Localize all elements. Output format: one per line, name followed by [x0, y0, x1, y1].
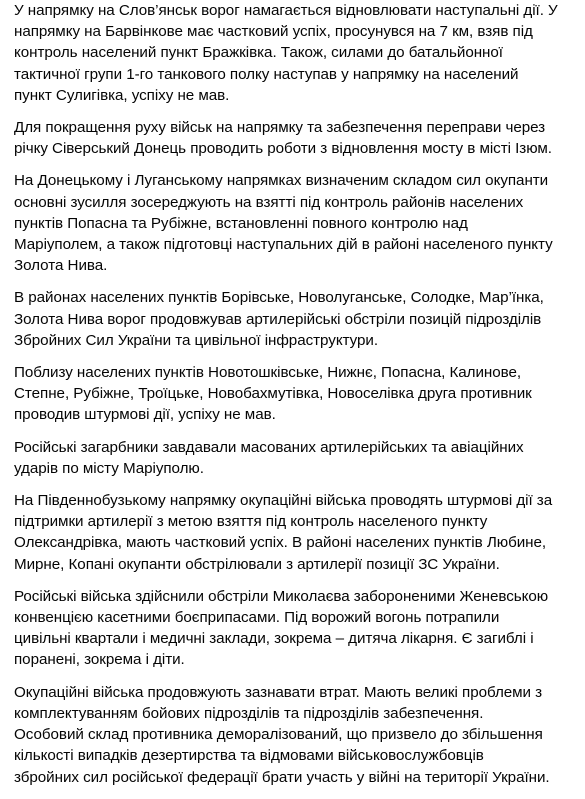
paragraph-southern-buh [14, 490, 580, 575]
text-line: цивільні квартали і медичні заклади, зокрема – дитяча лікарня. Є загиблі і [14, 630, 534, 648]
text-line: проводив штурмові дії, успіху не мав. [14, 406, 276, 424]
text-line: підтримки артилерії з метою взяття під контроль населеного пункту [14, 513, 488, 531]
text-line: річку Сіверський Донець проводить роботи з відновлення мосту в місті Ізюм. [14, 140, 552, 158]
text-line: Для покращення руху військ на напрямку та забезпечення переправи через [14, 119, 546, 137]
text-line: Російські загарбники завдавали масованих артилерійських та авіаційних [14, 438, 524, 456]
text-line: Олександрівка, мають частковий успіх. В районі населених пунктів Любине, [14, 534, 547, 552]
text-line: Особовий склад противника деморалізований, що призвело до збільшення [14, 726, 543, 744]
text-line: пунктів Попасна та Рубіжне, встановленні повного контролю над [14, 214, 468, 232]
paragraph-izium-bridge [14, 117, 580, 159]
paragraph-donetsk-luhansk [14, 170, 580, 276]
text-line: Золота Нива. [14, 257, 108, 275]
paragraph-mariupol-strikes [14, 437, 580, 479]
text-line: На Південнобузькому напрямку окупаційні війська проводять штурмові дії за [14, 492, 553, 510]
text-line: контроль населений пункт Бражківка. Також, силами до батальйонної [14, 44, 503, 62]
text-line: напрямку на Барвінкове має частковий успіх, просунувся на 7 км, взяв під [14, 23, 533, 41]
text-line: Окупаційні війська продовжують зазнавати втрат. Мають великі проблеми з [14, 683, 543, 701]
post-body [14, 0, 580, 799]
text-line: Поблизу населених пунктів Новотошківське, Нижнє, Попасна, Калинове, [14, 364, 522, 382]
paragraph-assault-actions [14, 362, 580, 426]
text-line: комплектуванням бойових підрозділів та підрозділів забезпечення. [14, 704, 484, 722]
text-line: В районах населених пунктів Борівське, Новолуганське, Солодке, Мар’їнка, [14, 289, 544, 307]
text-line: основні зусилля зосереджують на взятті під контроль районів населених [14, 193, 524, 211]
text-line: тактичної групи 1-го танкового полку наступав у напрямку на населений [14, 65, 519, 83]
text-line: Російські війська здійснили обстріли Миколаєва забороненими Женевською [14, 587, 549, 605]
text-line: Маріуполем, а також підготовці наступальних дій в районі населеного пункту [14, 236, 553, 254]
text-line: Степне, Рубіжне, Троїцьке, Новобахмутівка, Новоселівка друга противник [14, 385, 532, 403]
text-line: Золота Нива ворог продовжував артилерійські обстріли позицій підрозділів [14, 310, 542, 328]
paragraph-mykolaiv [14, 586, 580, 671]
text-line: пункт Сулигівка, успіху не мав. [14, 86, 230, 104]
text-line: ударів по місту Маріуполю. [14, 459, 204, 477]
text-line: поранені, зокрема і діти. [14, 651, 185, 669]
text-line: У напрямку на Слов’янськ ворог намагається відновлювати наступальні дії. У [14, 2, 558, 19]
text-line: конвенцією касетними боєприпасами. Під ворожий вогонь потрапили [14, 609, 500, 627]
text-line: На Донецькому і Луганському напрямках визначеним складом сил окупанти [14, 172, 549, 190]
paragraph-slovyansk [14, 0, 580, 106]
paragraph-enemy-losses [14, 682, 580, 788]
text-line: Збройних Сил України та цивільної інфраструктури. [14, 331, 379, 349]
text-line: збройних сил російської федерації брати участь у війні на території України. [14, 768, 550, 786]
text-line: кількості випадків дезертирства та відмовами військовослужбовців [14, 747, 484, 765]
text-line: Мирне, Копані окупанти обстрілювали з артилерії позиції ЗС України. [14, 555, 500, 573]
paragraph-artillery-shelling [14, 287, 580, 351]
